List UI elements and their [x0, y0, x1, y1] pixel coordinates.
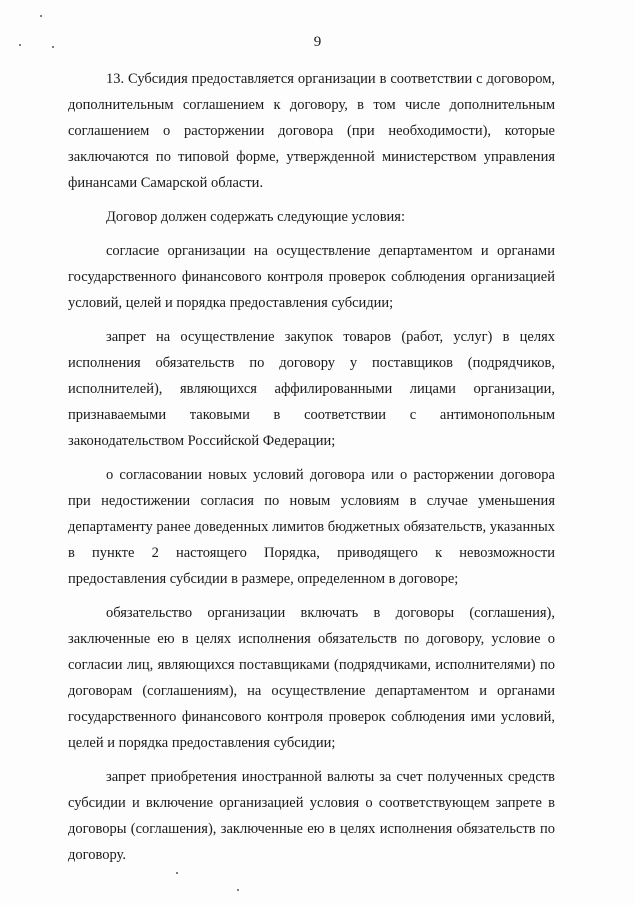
- scan-speck: [237, 889, 239, 891]
- scan-speck: [176, 872, 178, 874]
- paragraph-inspection-consent: согласие организации на осуществление департаментом и органами государственного финансового контроля проверок соблюдения организацией условий, целей и порядка предоставления субсидии;: [68, 243, 555, 311]
- paragraph-contract-conditions-intro: Договор должен содержать следующие условия:: [106, 209, 405, 225]
- paragraph-contract-amendment: о согласовании новых условий договора или о расторжении договора при недостижении согласия по новым условиям в случае уменьшения департаменту ранее доведенных лимитов бюджетных обязательств, указанных в пункте 2 настоящего Порядка, приводящего к невозможности предоставления субсидии в размере, определенном в договоре;: [68, 467, 555, 587]
- page-number: 9: [313, 34, 322, 50]
- paragraph-subsidy-clause-13: 13. Субсидия предоставляется организации в соответствии с договором, дополнительным соглашением к договору, в том числе дополнительным соглашением о расторжении договора (при необходимости), которые заключаются по типовой форме, утвержденной министерством управления финансами Самарской области.: [68, 71, 555, 191]
- scan-speck: [40, 15, 42, 17]
- paragraph-subcontract-obligation: обязательство организации включать в договоры (соглашения), заключенные ею в целях исполнения обязательств по договору, условие о согласии лиц, являющихся поставщиками (подрядчиками, исполнителями) по договорам (соглашениям), на осуществление департаментом и органами государственного финансового контроля проверок соблюдения ими условий, целей и порядка предоставления субсидии;: [68, 605, 555, 751]
- paragraph-procurement-ban: запрет на осуществление закупок товаров (работ, услуг) в целях исполнения обязательств по договору у поставщиков (подрядчиков, исполнителей), являющихся аффилированными лицами организации, признаваемыми таковыми в соответствии с антимонопольным законодательством Российской Федерации;: [68, 329, 555, 449]
- paragraph-currency-ban: запрет приобретения иностранной валюты за счет полученных средств субсидии и включение организацией условия о соответствующем запрете в договоры (соглашения), заключенные ею в целях исполнения обязательств по договору.: [68, 769, 555, 863]
- document-body: [68, 66, 555, 868]
